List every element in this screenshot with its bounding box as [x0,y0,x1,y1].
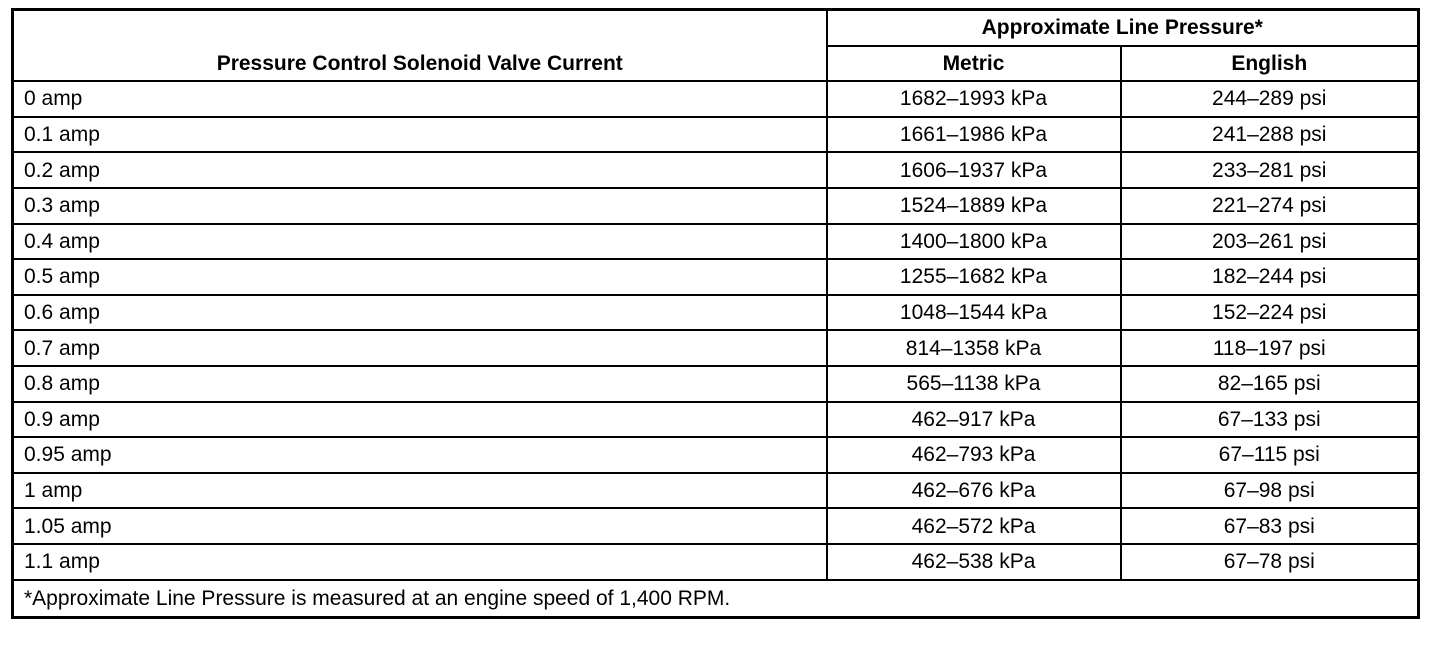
metric-cell: 1524–1889 kPa [827,188,1121,224]
header-english: English [1121,46,1419,82]
table-row [13,402,1419,438]
current-cell: 0.1 amp [13,117,827,153]
table-row [13,544,1419,580]
metric-cell: 462–793 kPa [827,437,1121,473]
english-cell: 152–224 psi [1121,295,1419,331]
metric-cell: 1048–1544 kPa [827,295,1121,331]
table-row [13,473,1419,509]
metric-cell: 565–1138 kPa [827,366,1121,402]
table-row [13,224,1419,260]
line-pressure-table [11,8,1420,619]
english-cell: 241–288 psi [1121,117,1419,153]
current-cell: 0 amp [13,81,827,117]
table-row [13,508,1419,544]
current-cell: 0.5 amp [13,259,827,295]
english-cell: 203–261 psi [1121,224,1419,260]
footnote: *Approximate Line Pressure is measured at an engine speed of 1,400 RPM. [13,580,1419,618]
metric-cell: 1661–1986 kPa [827,117,1121,153]
metric-cell: 1682–1993 kPa [827,81,1121,117]
current-cell: 1 amp [13,473,827,509]
current-cell: 0.95 amp [13,437,827,473]
table-row [13,152,1419,188]
english-cell: 244–289 psi [1121,81,1419,117]
table-body [13,81,1419,617]
table-row [13,437,1419,473]
metric-cell: 814–1358 kPa [827,330,1121,366]
english-cell: 82–165 psi [1121,366,1419,402]
header-line-pressure: Approximate Line Pressure* [827,10,1419,46]
header-current: Pressure Control Solenoid Valve Current [13,10,827,82]
current-cell: 0.8 amp [13,366,827,402]
english-cell: 67–78 psi [1121,544,1419,580]
current-cell: 0.9 amp [13,402,827,438]
table-row [13,366,1419,402]
metric-cell: 1400–1800 kPa [827,224,1121,260]
table-row [13,188,1419,224]
header-metric: Metric [827,46,1121,82]
metric-cell: 462–538 kPa [827,544,1121,580]
table-row [13,81,1419,117]
table-row [13,117,1419,153]
table-row [13,330,1419,366]
english-cell: 67–115 psi [1121,437,1419,473]
current-cell: 0.4 amp [13,224,827,260]
current-cell: 0.2 amp [13,152,827,188]
english-cell: 233–281 psi [1121,152,1419,188]
metric-cell: 462–676 kPa [827,473,1121,509]
current-cell: 0.6 amp [13,295,827,331]
header-row-top [13,10,1419,46]
english-cell: 67–98 psi [1121,473,1419,509]
english-cell: 118–197 psi [1121,330,1419,366]
english-cell: 67–133 psi [1121,402,1419,438]
metric-cell: 462–572 kPa [827,508,1121,544]
english-cell: 67–83 psi [1121,508,1419,544]
current-cell: 0.3 amp [13,188,827,224]
english-cell: 182–244 psi [1121,259,1419,295]
table-row [13,295,1419,331]
table-row [13,259,1419,295]
metric-cell: 1606–1937 kPa [827,152,1121,188]
english-cell: 221–274 psi [1121,188,1419,224]
current-cell: 1.05 amp [13,508,827,544]
metric-cell: 1255–1682 kPa [827,259,1121,295]
footnote-row [13,580,1419,618]
current-cell: 1.1 amp [13,544,827,580]
current-cell: 0.7 amp [13,330,827,366]
metric-cell: 462–917 kPa [827,402,1121,438]
